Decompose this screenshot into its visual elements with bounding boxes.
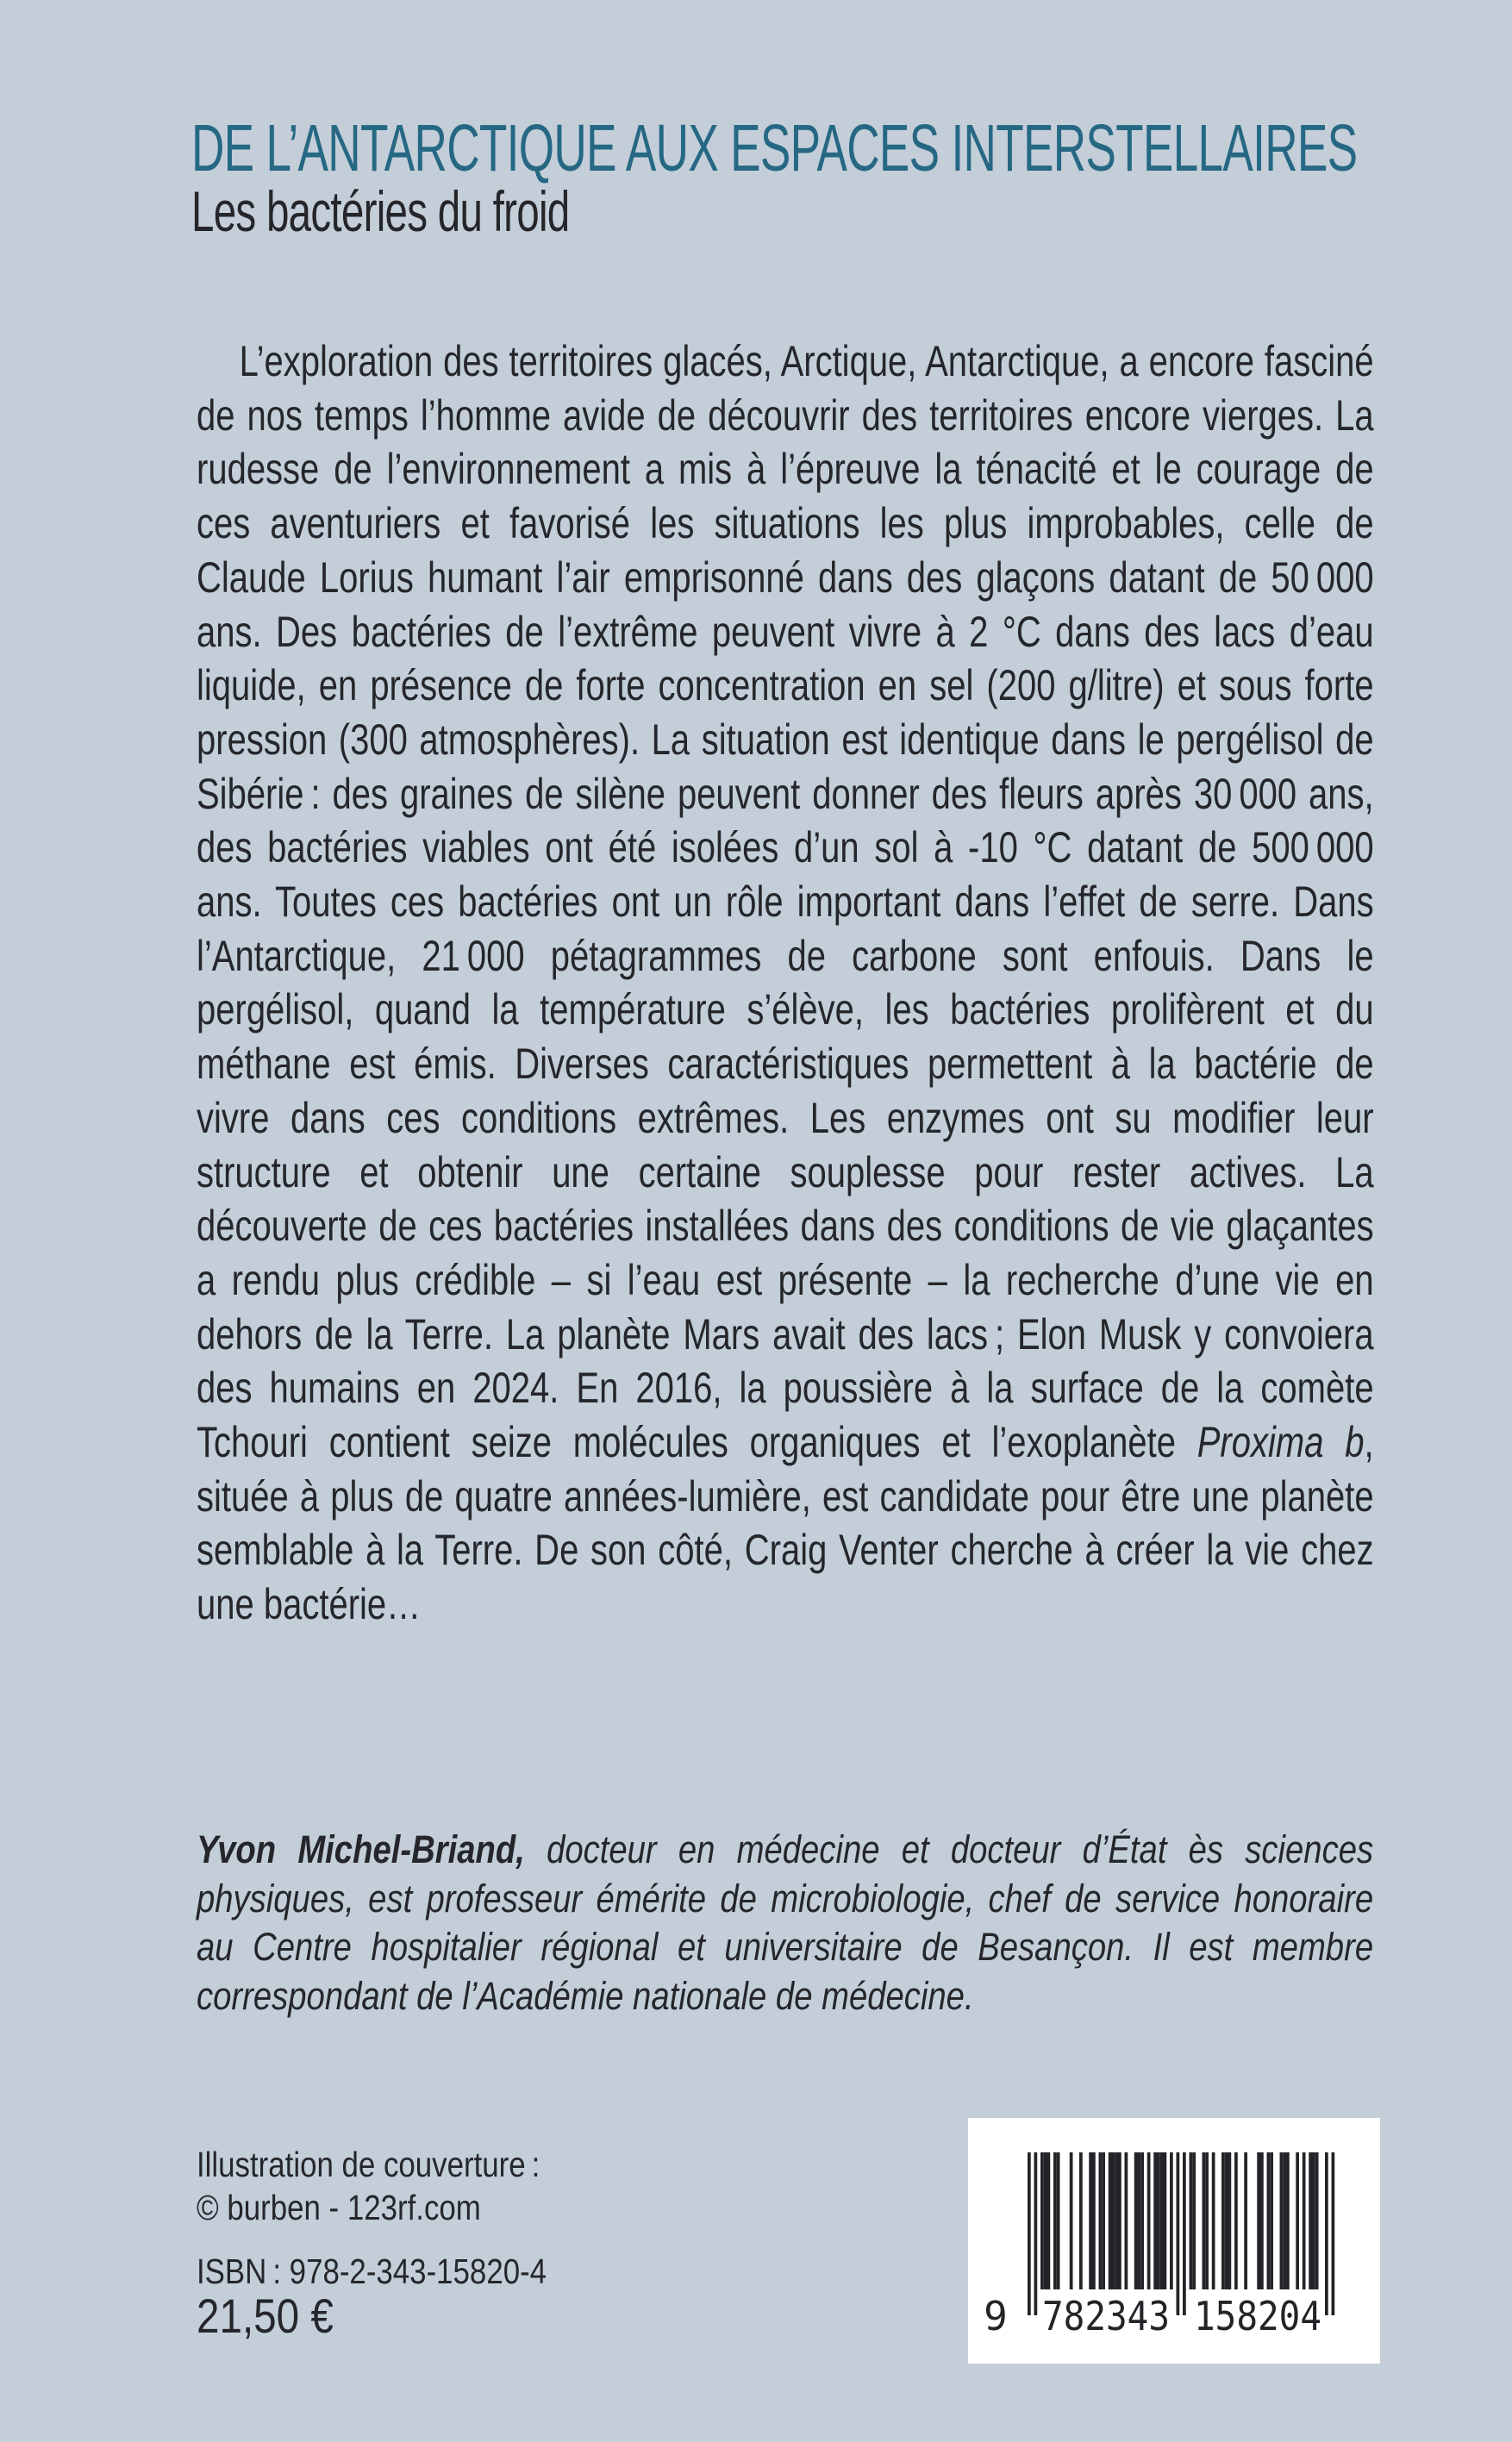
page-title [191,111,1512,185]
price-text: 21,50 € [197,2289,334,2343]
author-name: Yvon Michel-Briand, [197,1827,525,1871]
book-title-text: DE L’ANTARCTIQUE AUX ESPACES INTERSTELLAIRES [191,111,1358,185]
synopsis-paragraph [197,334,1374,1632]
author-bio-text: docteur en médecine et docteur d’État ès sciences physiques, est professeur émérite de microbiologie, chef de service honoraire au Centre hospitalier régional et universitaire de Besançon. Il est membre correspondant de l’Académie nationale de médecine. [197,1827,1374,2018]
synopsis-text-1: L’exploration des territoires glacés, Arctique, Antarctique, a encore fasciné de nos temps l’homme avide de découvrir des territoires encore vierges. La rudesse de l’environnement a mis à l’épreuve la ténacité et le courage de ces aventuriers et favorisé les situations les plus improbables, celle de Claude Lorius humant l’air emprisonné dans des glaçons datant de 50 000 ans. Des bactéries de l’extrême peuvent vivre à 2 °C dans des lacs d’eau liquide, en présence de forte concentration en sel (200 g/litre) et sous forte pression (300 atmosphères). La situation est identique dans le pergélisol de Sibérie : des graines de silène peuvent donner des fleurs après 30 000 ans, des bactéries viables ont été isolées d’un sol à -10 °C datant de 500 000 ans. Toutes ces bactéries ont un rôle important dans l’effet de serre. Dans l’Antarctique, 21 000 pétagrammes de carbone sont enfouis. Dans le pergélisol, quand la température s’élève, les bactéries prolifèrent et du méthane est émis. Diverses caractéristiques permettent à la bactérie de vivre dans ces conditions extrêmes. Les enzymes ont su modifier leur structure et obtenir une certaine souplesse pour rester actives. La découverte de ces bactéries installées dans des conditions de vie glaçantes a rendu plus crédible – si l’eau est présente – la recherche d’une vie en dehors de la Terre. La planète Mars avait des lacs ; Elon Musk y convoiera des humains en 2024. En 2016, la poussière à la surface de la comète Tchouri contient seize molécules organiques et l’exoplanète [197,337,1374,1467]
price-line [197,2289,358,2343]
illustration-credit [197,2143,601,2229]
synopsis-text-2: , située à plus de quatre années-lumière, est candidate pour être une planète semblable à la Terre. De son côté, Craig Venter cherche à créer la vie chez une bactérie… [197,1418,1374,1629]
barcode-svg [968,2118,1380,2364]
isbn-line [197,2250,609,2293]
barcode-bars [1028,2152,1334,2315]
barcode-digits-left: 782343 [1042,2293,1170,2339]
barcode-digit-lead: 9 [984,2293,1008,2339]
isbn-text: ISBN : 978-2-343-15820-4 [197,2252,547,2291]
illustration-credit-line1: Illustration de couverture : [197,2145,540,2184]
book-subtitle [191,179,716,243]
barcode-digits-right: 158204 [1194,2293,1321,2339]
synopsis-italic-term: Proxima b [1196,1418,1365,1467]
author-bio [197,1826,1373,2020]
book-subtitle-text: Les bactéries du froid [191,179,570,243]
ean13-barcode [968,2118,1380,2364]
illustration-credit-line2: © burben - 123rf.com [197,2188,481,2227]
synopsis-block [197,334,1374,1632]
